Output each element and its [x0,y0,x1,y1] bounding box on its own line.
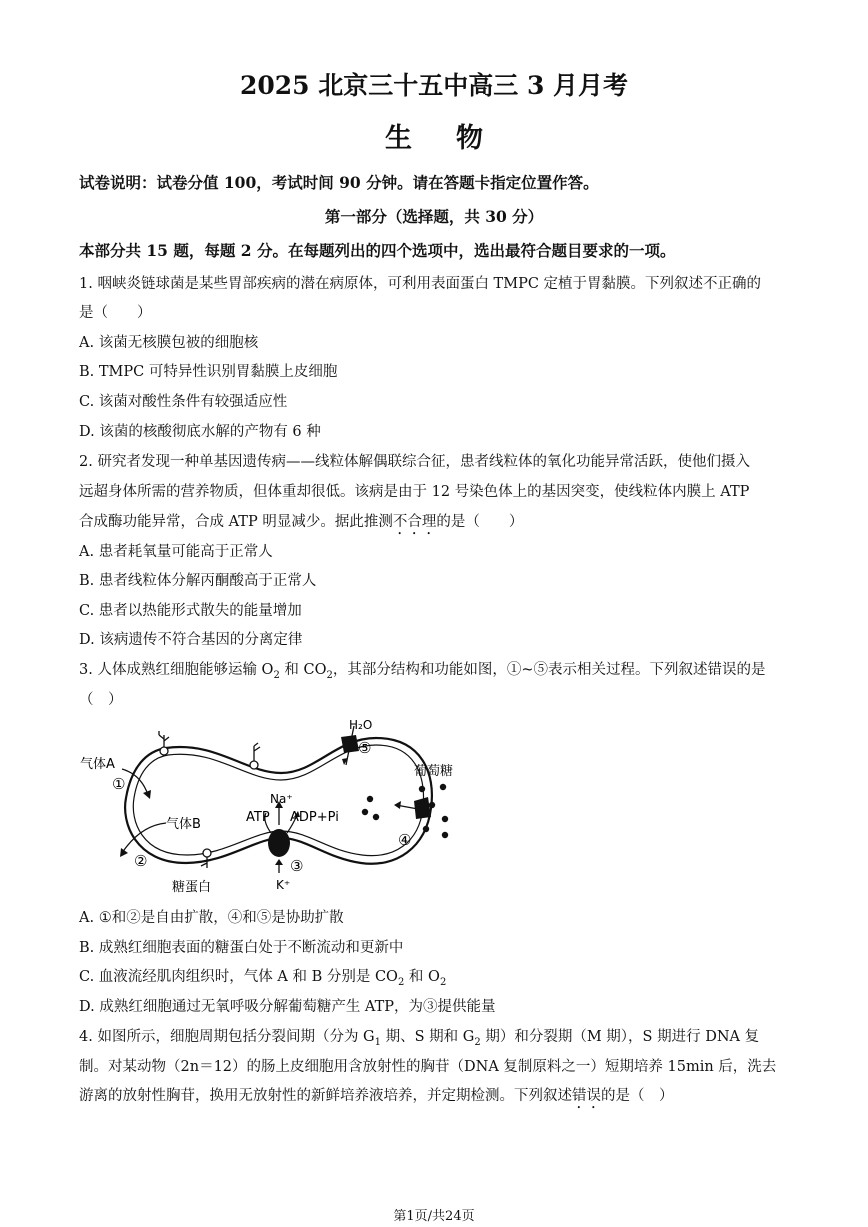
circle-1: ① [112,775,126,793]
circle-3: ③ [290,857,304,875]
q4-stem-pre: 游离的放射性胸苷，换用无放射性的新鲜培养液培养，并定期检测。下列叙述 [79,1088,572,1104]
label-na: Na⁺ [270,792,293,806]
glycoprotein-top-middle [250,743,260,769]
q3-option-b: B. 成熟红细胞表面的糖蛋白处于不断流动和更新中 [79,940,404,956]
q4-stem-line3 [79,1084,674,1112]
q4-sub2: 2 [474,1036,481,1048]
q4-stem-line1 [79,1025,759,1048]
glucose-transporter [394,797,431,819]
label-gas-b: 气体B [166,817,201,832]
glycoprotein-top-left [159,731,169,755]
circle-4: ④ [398,831,412,849]
q4-stem-c: 期）和分裂期（M 期），S 期进行 DNA 复 [480,1029,760,1045]
q3-stem-a: 3. 人体成熟红细胞能够运输 O [79,662,274,678]
red-blood-cell-diagram [76,713,476,898]
glycoprotein-bottom [201,849,211,868]
sodium-potassium-pump [268,829,290,857]
exam-note: 试卷说明：试卷分值 100，考试时间 90 分钟。请在答题卡指定位置作答。 [79,173,599,192]
q3-option-a: A. ①和②是自由扩散，④和⑤是协助扩散 [79,910,344,926]
q3-option-c-sub2: 2 [439,976,447,988]
q2-option-d: D. 该病遗传不符合基因的分离定律 [79,632,303,648]
circle-2: ② [134,852,148,870]
subject-title: 生物 [385,123,527,154]
q3-stem-b: 和 CO [279,662,327,678]
q4-sub1: 1 [374,1036,382,1048]
q2-option-c: C. 患者以热能形式散失的能量增加 [79,603,302,619]
label-atp: ATP [246,810,270,825]
q3-option-c-a: C. 血液流经肌肉组织时，气体 A 和 B 分别是 CO [79,969,398,985]
q4-emphasis: 错误 [572,1088,601,1104]
label-glucose: 葡萄糖 [414,764,454,779]
q3-option-c-b: 和 O [404,969,440,985]
part1-title: 第一部分（选择题，共 30 分） [324,207,544,226]
q4-stem-post: 的是（ ） [601,1088,674,1104]
q3-stem-line2: （ ） [79,692,123,708]
q3-option-c [79,965,446,988]
q2-emphasis: 不合理 [392,514,437,530]
part1-instruction: 本部分共 15 题，每题 2 分。在每题列出的四个选项中，选出最符合题目要求的一项。 [79,241,676,260]
label-glycoprotein: 糖蛋白 [172,880,212,895]
label-gas-a: 气体A [80,757,115,772]
exam-title: 2025 北京三十五中高三 3 月月考 [239,71,629,100]
q4-stem-a: 4. 如图所示，细胞周期包括分裂间期（分为 G [79,1029,375,1045]
q4-stem-line2: 制。对某动物（2n＝12）的肠上皮细胞用含放射性的胸苷（DNA 复制原料之一）短期培养 15min 后，洗去 [79,1059,777,1075]
q2-stem-line3 [79,510,523,538]
q4-stem-b: 期、S 期和 G [381,1029,475,1045]
q3-stem-line1 [79,658,766,681]
q2-option-a: A. 患者耗氧量可能高于正常人 [79,544,273,560]
q2-stem-line2: 远超身体所需的营养物质，但体重却很低。该病是由于 12 号染色体上的基因突变，使线粒体内膜上 ATP [79,484,750,500]
label-adp: ADP+Pi [290,810,339,825]
q3-option-c-sub1: 2 [397,976,405,988]
page-footer: 第1页/共24页 [393,1209,475,1224]
q1-option-d: D. 该菌的核酸彻底水解的产物有 6 种 [79,424,321,440]
q1-option-b: B. TMPC 可特异性识别胃黏膜上皮细胞 [79,364,338,380]
circle-5: ⑤ [358,739,372,757]
q2-stem-line1: 2. 研究者发现一种单基因遗传病——线粒体解偶联综合征，患者线粒体的氧化功能异常活跃，使他们摄入 [79,454,750,470]
q1-stem-line1: 1. 咽峡炎链球菌是某些胃部疾病的潜在病原体，可利用表面蛋白 TMPC 定植于胃黏膜。下列叙述不正确的 [79,276,762,292]
q1-option-c: C. 该菌对酸性条件有较强适应性 [79,394,288,410]
q3-sub1: 2 [273,669,280,681]
q3-option-d: D. 成熟红细胞通过无氧呼吸分解葡萄糖产生 ATP，为③提供能量 [79,999,496,1015]
label-k: K⁺ [276,878,291,892]
q1-stem-line2: 是（ ） [79,305,152,321]
q2-stem-post: 的是（ ） [436,514,524,530]
q3-sub2: 2 [326,669,333,681]
label-h2o: H₂O [349,718,373,732]
q3-stem-c: ，其部分结构和功能如图，①~⑤表示相关过程。下列叙述错误的是 [332,662,766,678]
q2-option-b: B. 患者线粒体分解丙酮酸高于正常人 [79,573,317,589]
q2-stem-pre: 合成酶功能异常，合成 ATP 明显减少。据此推测 [79,514,393,530]
q1-option-a: A. 该菌无核膜包被的细胞核 [79,335,259,351]
